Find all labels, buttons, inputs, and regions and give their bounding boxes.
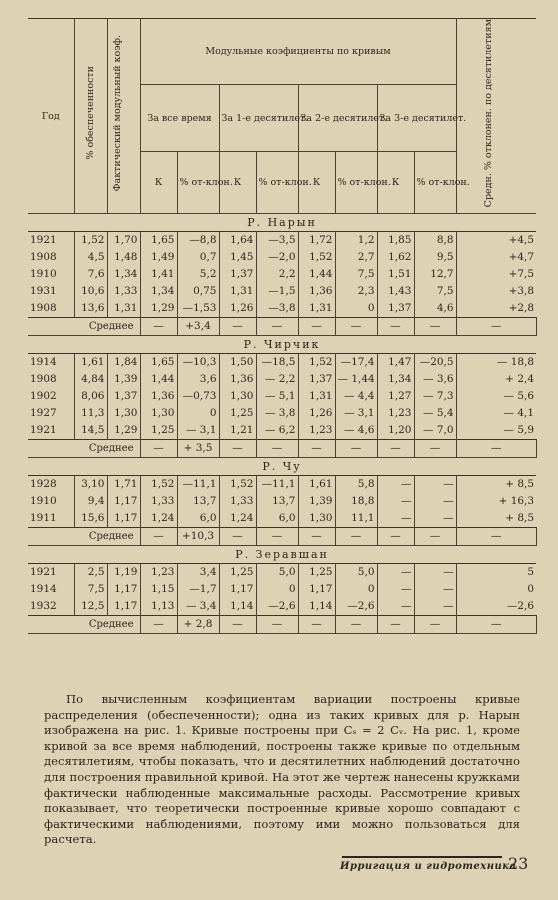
year-cell: 1910 [28, 493, 74, 510]
value-cell: 1,44 [298, 266, 335, 283]
year-cell: 1927 [28, 405, 74, 422]
year-cell: 1902 [28, 388, 74, 405]
k-header: К [219, 151, 256, 213]
value-cell: 1,52 [298, 354, 335, 372]
table-row [28, 371, 536, 388]
year-cell: 1932 [28, 598, 74, 616]
table-header [28, 19, 536, 214]
value-cell: — 4,1 [503, 407, 535, 420]
value-cell: —11,1 [256, 476, 298, 494]
col-actual-header: Фактический модульный коэф. [107, 19, 140, 214]
value-cell: 1,25 [219, 564, 256, 582]
page [28, 18, 536, 634]
value-cell: 7,5 [74, 581, 107, 598]
value-cell: 5,8 [335, 476, 377, 494]
value-cell: 1,45 [219, 249, 256, 266]
average-cell: — [377, 440, 414, 458]
value-cell: 1,26 [298, 405, 335, 422]
dec1-header: За 1-е десятилет. [219, 85, 298, 151]
value-cell: 7,5 [335, 266, 377, 283]
table-row [28, 249, 536, 266]
average-cell: — [335, 528, 377, 546]
value-cell: 1,62 [377, 249, 414, 266]
modular-group-header: Модульные коэфициенты по кривым [140, 19, 456, 85]
dev-header: % от-клон. [177, 151, 219, 213]
table-row [28, 283, 536, 300]
col-year-header: Год [28, 19, 74, 214]
value-cell: — 4,4 [335, 388, 377, 405]
value-cell: — 5,1 [256, 388, 298, 405]
value-cell: +2,8 [508, 302, 535, 315]
value-cell: — 2,2 [256, 371, 298, 388]
value-cell: 1,43 [377, 283, 414, 300]
dev-header: % от-клон. [414, 151, 456, 213]
value-cell: 1,26 [219, 300, 256, 318]
value-cell: +4,5 [456, 232, 536, 250]
value-cell: 13,7 [177, 493, 219, 510]
value-cell: 1,39 [107, 371, 140, 388]
value-cell: 1,17 [298, 581, 335, 598]
average-cell: — [456, 318, 536, 336]
value-cell: 1,21 [219, 422, 256, 440]
value-cell: 1,31 [298, 388, 335, 405]
table-body [28, 214, 536, 634]
value-cell: 2,2 [256, 266, 298, 283]
value-cell: 1,34 [107, 266, 140, 283]
average-cell: — [298, 318, 335, 336]
value-cell: 13,6 [74, 300, 107, 318]
value-cell: 1,19 [107, 564, 140, 582]
average-cell: + 3,5 [177, 440, 219, 458]
value-cell: 1,23 [298, 422, 335, 440]
year-cell: 1914 [28, 581, 74, 598]
value-cell: — 3,6 [414, 371, 456, 388]
average-row [28, 616, 536, 634]
value-cell: 1,27 [377, 388, 414, 405]
average-cell: — [256, 528, 298, 546]
value-cell: 5,0 [256, 564, 298, 582]
value-cell: 1,24 [219, 510, 256, 528]
value-cell: 1,20 [377, 422, 414, 440]
value-cell: 1,65 [140, 354, 177, 372]
value-cell: 1,25 [140, 422, 177, 440]
river-heading-row [28, 214, 536, 232]
dec3-header: За 3-е десятилет. [377, 85, 456, 151]
value-cell: 1,34 [140, 283, 177, 300]
value-cell: — [377, 476, 414, 494]
average-cell: + 2,8 [177, 616, 219, 634]
value-cell: 5,0 [335, 564, 377, 582]
value-cell: 12,7 [414, 266, 456, 283]
value-cell: 9,4 [74, 493, 107, 510]
year-cell: 1921 [28, 564, 74, 582]
value-cell: + 2,4 [505, 373, 535, 386]
value-cell: 1,36 [298, 283, 335, 300]
value-cell: 1,29 [140, 300, 177, 318]
average-label: Среднее [28, 440, 140, 458]
average-cell: — [456, 528, 536, 546]
k-header: К [298, 151, 335, 213]
value-cell: 1,30 [140, 405, 177, 422]
value-cell: — [414, 476, 456, 494]
year-cell: 1911 [28, 510, 74, 528]
value-cell: 1,23 [140, 564, 177, 582]
table-row [28, 300, 536, 318]
year-cell: 1908 [28, 371, 74, 388]
value-cell: — [377, 510, 414, 528]
value-cell: 5 [456, 564, 536, 582]
value-cell: 4,5 [74, 249, 107, 266]
value-cell: 12,5 [74, 598, 107, 616]
value-cell: 1,36 [219, 371, 256, 388]
value-cell: — 7,0 [414, 422, 456, 440]
value-cell: 1,17 [107, 510, 140, 528]
dec2-header: За 2-е десятилет. [298, 85, 377, 151]
value-cell: 1,17 [107, 493, 140, 510]
value-cell: — 1,44 [335, 371, 377, 388]
value-cell: 1,31 [298, 300, 335, 318]
value-cell: 1,61 [74, 354, 107, 372]
value-cell: — [377, 581, 414, 598]
value-cell: — [377, 564, 414, 582]
body-paragraph: По вычисленным коэфициентам вариации построены кривые распределения (обеспеченности); одна из таких кривых для р. Нарын изображена на рис. 1. Кривые построены при Cₛ = 2 Cᵥ. На рис. 1, кроме кривой за все время наблюдений, построены также кривые по отдельным десятилетиям, чтобы показать, что и десятилетних наблюдений достаточно для построения правильной кривой. На этот же чертеж нанесены кружками фактически наблюденные максимальные расходы. Рассмотрение кривых показывает, что теоретически построенные кривые хорошо совпадают с фактическими наблюдениями, поэтому ими можно пользоваться для расчета. [44, 692, 520, 847]
value-cell: 2,7 [335, 249, 377, 266]
value-cell: 1,48 [107, 249, 140, 266]
value-cell: 6,0 [256, 510, 298, 528]
value-cell: +4,7 [508, 251, 535, 264]
value-cell: 1,33 [219, 493, 256, 510]
value-cell: 1,37 [377, 300, 414, 318]
river-heading-row [28, 336, 536, 354]
average-cell: — [256, 616, 298, 634]
average-cell: — [298, 440, 335, 458]
average-cell: — [377, 318, 414, 336]
value-cell: — 5,6 [503, 390, 535, 403]
average-cell: — [456, 440, 536, 458]
value-cell: — 3,4 [177, 598, 219, 616]
table-row [28, 581, 536, 598]
river-name: Р. Нарын [247, 216, 317, 230]
value-cell: 11,1 [335, 510, 377, 528]
journal-title: Ирригация и гидротехника [340, 861, 517, 872]
value-cell: 1,36 [140, 388, 177, 405]
value-cell: — [414, 598, 456, 616]
table-row [28, 598, 536, 616]
value-cell: — 3,1 [335, 405, 377, 422]
value-cell: 1,70 [107, 232, 140, 250]
average-cell: — [219, 440, 256, 458]
value-cell: 1,64 [219, 232, 256, 250]
value-cell: 4,6 [414, 300, 456, 318]
value-cell: —2,6 [506, 600, 535, 613]
value-cell: —3,8 [256, 300, 298, 318]
value-cell: 1,52 [298, 249, 335, 266]
value-cell: 1,37 [298, 371, 335, 388]
table-row [28, 422, 536, 440]
k-header: К [377, 151, 414, 213]
year-cell: 1914 [28, 354, 74, 372]
average-row [28, 528, 536, 546]
col-avg-dev-header: Средн. % отклонен. по десятилетиям [456, 19, 536, 214]
value-cell: —10,3 [177, 354, 219, 372]
value-cell: 1,31 [219, 283, 256, 300]
average-cell: +3,4 [177, 318, 219, 336]
value-cell: 1,84 [107, 354, 140, 372]
value-cell: 11,3 [74, 405, 107, 422]
value-cell: 1,51 [377, 266, 414, 283]
value-cell: — [414, 510, 456, 528]
value-cell: 7,5 [414, 283, 456, 300]
value-cell: 1,34 [377, 371, 414, 388]
value-cell: 1,25 [298, 564, 335, 582]
value-cell: 1,23 [377, 405, 414, 422]
value-cell: 1,50 [219, 354, 256, 372]
river-name: Р. Чу [262, 460, 302, 474]
river-name: Р. Зеравшан [235, 548, 329, 562]
average-cell: — [335, 318, 377, 336]
value-cell: 1,30 [219, 388, 256, 405]
value-cell: 0 [335, 300, 377, 318]
average-cell: — [140, 616, 177, 634]
table-row [28, 476, 536, 494]
value-cell: 4,84 [74, 371, 107, 388]
value-cell: 3,6 [177, 371, 219, 388]
value-cell: 0,7 [177, 249, 219, 266]
value-cell: — [414, 493, 456, 510]
col-pct-header: % обеспеченности [74, 19, 107, 214]
value-cell: + 8,5 [505, 512, 535, 525]
value-cell: —1,53 [177, 300, 219, 318]
average-cell: — [140, 318, 177, 336]
value-cell: —20,5 [414, 354, 456, 372]
average-cell: — [219, 616, 256, 634]
average-row [28, 318, 536, 336]
average-cell: — [140, 528, 177, 546]
value-cell: + 8,5 [456, 476, 536, 494]
average-row [28, 440, 536, 458]
average-cell: — [140, 440, 177, 458]
value-cell: 0 [256, 581, 298, 598]
value-cell: — 18,8 [456, 354, 536, 372]
value-cell: 0,75 [177, 283, 219, 300]
value-cell: 1,33 [140, 493, 177, 510]
value-cell: — 3,8 [256, 405, 298, 422]
average-cell: — [335, 440, 377, 458]
value-cell: —8,8 [177, 232, 219, 250]
value-cell: 1,30 [107, 405, 140, 422]
average-label: Среднее [28, 616, 140, 634]
value-cell: —17,4 [335, 354, 377, 372]
value-cell: — [414, 581, 456, 598]
value-cell: — [377, 598, 414, 616]
value-cell: 14,5 [74, 422, 107, 440]
value-cell: — 3,1 [177, 422, 219, 440]
average-cell: — [414, 318, 456, 336]
value-cell: 1,47 [377, 354, 414, 372]
data-table [28, 18, 536, 634]
value-cell: 3,10 [74, 476, 107, 494]
value-cell: 0 [335, 581, 377, 598]
value-cell: —1,7 [177, 581, 219, 598]
average-cell: — [377, 616, 414, 634]
value-cell: —2,6 [335, 598, 377, 616]
value-cell: 1,52 [219, 476, 256, 494]
value-cell: —18,5 [256, 354, 298, 372]
value-cell: — 7,3 [414, 388, 456, 405]
value-cell: 2,5 [74, 564, 107, 582]
value-cell: 1,17 [107, 598, 140, 616]
year-cell: 1921 [28, 422, 74, 440]
k-header: К [140, 151, 177, 213]
year-cell: 1908 [28, 300, 74, 318]
value-cell: — 6,2 [256, 422, 298, 440]
table-row [28, 564, 536, 582]
value-cell: 1,71 [107, 476, 140, 494]
value-cell: 1,24 [140, 510, 177, 528]
value-cell: 1,30 [298, 510, 335, 528]
value-cell: — 4,6 [335, 422, 377, 440]
table-row [28, 493, 536, 510]
value-cell: 1,49 [140, 249, 177, 266]
value-cell: — 5,9 [503, 424, 535, 437]
value-cell: —11,1 [177, 476, 219, 494]
value-cell: 1,39 [298, 493, 335, 510]
river-heading-row [28, 546, 536, 564]
value-cell: 1,72 [298, 232, 335, 250]
value-cell: 1,14 [219, 598, 256, 616]
dev-header: % от-клон. [256, 151, 298, 213]
value-cell: 1,25 [219, 405, 256, 422]
table-row [28, 388, 536, 405]
average-label: Среднее [28, 318, 140, 336]
table-row [28, 354, 536, 372]
value-cell: 10,6 [74, 283, 107, 300]
footer-rule [342, 856, 502, 858]
average-cell: — [414, 528, 456, 546]
average-label: Среднее [28, 528, 140, 546]
value-cell: 1,37 [107, 388, 140, 405]
value-cell: — [377, 493, 414, 510]
value-cell: 1,52 [74, 232, 107, 250]
dev-header: % от-клон. [335, 151, 377, 213]
value-cell: 8,8 [414, 232, 456, 250]
year-cell: 1921 [28, 232, 74, 250]
average-cell: — [219, 318, 256, 336]
value-cell: +3,8 [508, 285, 535, 298]
table-row [28, 510, 536, 528]
value-cell: 1,31 [107, 300, 140, 318]
value-cell: 13,7 [256, 493, 298, 510]
value-cell: 1,37 [219, 266, 256, 283]
average-cell: — [414, 440, 456, 458]
value-cell: 1,13 [140, 598, 177, 616]
value-cell: 1,33 [107, 283, 140, 300]
value-cell: + 16,3 [498, 495, 535, 508]
year-cell: 1910 [28, 266, 74, 283]
page-number: 23 [508, 854, 529, 873]
table-row [28, 405, 536, 422]
value-cell: —2,0 [256, 249, 298, 266]
value-cell: 1,41 [140, 266, 177, 283]
value-cell: 1,14 [298, 598, 335, 616]
value-cell: 0 [177, 405, 219, 422]
average-cell: — [414, 616, 456, 634]
value-cell: 15,6 [74, 510, 107, 528]
year-cell: 1928 [28, 476, 74, 494]
year-cell: 1931 [28, 283, 74, 300]
value-cell: 1,17 [219, 581, 256, 598]
average-cell: — [256, 318, 298, 336]
value-cell: 1,29 [107, 422, 140, 440]
value-cell: —3,5 [256, 232, 298, 250]
value-cell: 9,5 [414, 249, 456, 266]
value-cell: 2,3 [335, 283, 377, 300]
value-cell: 1,15 [140, 581, 177, 598]
value-cell: —1,5 [256, 283, 298, 300]
average-cell: — [335, 616, 377, 634]
table-row [28, 266, 536, 283]
value-cell: 0 [527, 583, 535, 596]
value-cell: 1,52 [140, 476, 177, 494]
value-cell: —2,6 [256, 598, 298, 616]
table-row [28, 232, 536, 250]
value-cell: 1,85 [377, 232, 414, 250]
average-cell: — [256, 440, 298, 458]
value-cell: 1,65 [140, 232, 177, 250]
average-cell: +10,3 [177, 528, 219, 546]
river-name: Р. Чирчик [243, 338, 321, 352]
average-cell: — [377, 528, 414, 546]
value-cell: +7,5 [508, 268, 535, 281]
average-cell: — [298, 528, 335, 546]
value-cell: 3,4 [177, 564, 219, 582]
year-cell: 1908 [28, 249, 74, 266]
value-cell: 1,2 [335, 232, 377, 250]
value-cell: 18,8 [335, 493, 377, 510]
river-heading-row [28, 458, 536, 476]
value-cell: — [414, 564, 456, 582]
value-cell: 6,0 [177, 510, 219, 528]
average-cell: — [219, 528, 256, 546]
average-cell: — [298, 616, 335, 634]
value-cell: — 5,4 [414, 405, 456, 422]
all-time-header: За все время [140, 85, 219, 151]
average-cell: — [456, 616, 536, 634]
value-cell: 5,2 [177, 266, 219, 283]
value-cell: 1,61 [298, 476, 335, 494]
value-cell: —0,73 [177, 388, 219, 405]
value-cell: 8,06 [74, 388, 107, 405]
value-cell: 7,6 [74, 266, 107, 283]
value-cell: 1,44 [140, 371, 177, 388]
value-cell: 1,17 [107, 581, 140, 598]
